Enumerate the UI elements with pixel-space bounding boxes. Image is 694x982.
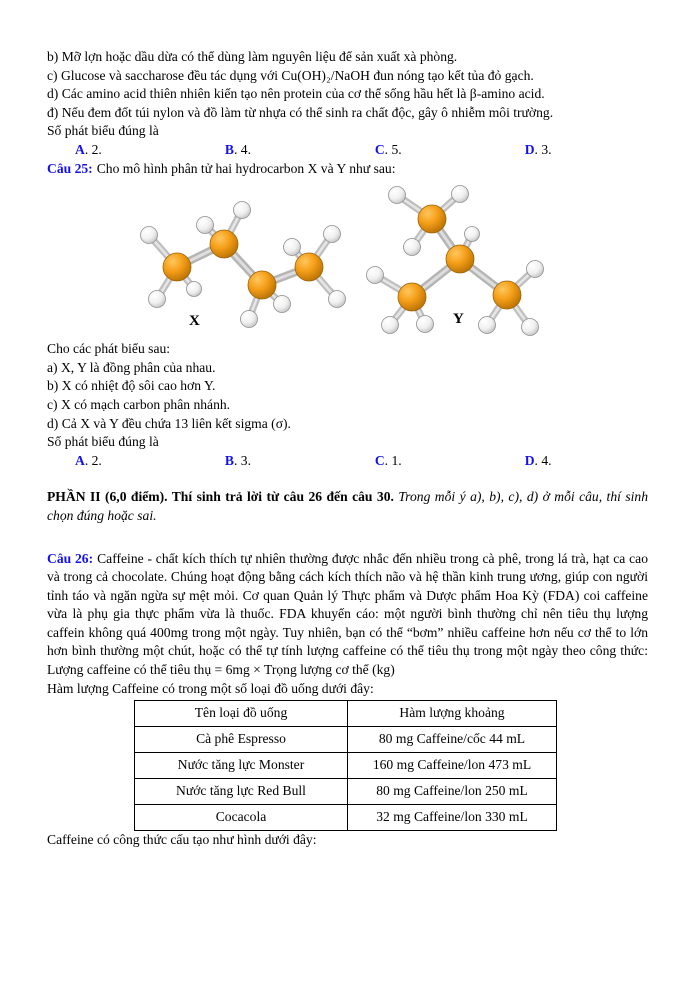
answer-letter: A [75,141,85,157]
answer-option-c [375,452,522,471]
answer-letter: D [524,141,535,157]
answer-value: . 2. [84,452,102,468]
answer-value: . 5. [384,141,402,157]
statement-dd: đ) Nếu đem đốt túi nylon và đồ làm từ nhựa có thể sinh ra chất độc, gây ô nhiễm môi trường. [47,104,554,120]
question-prompt: Số phát biểu đúng là [47,123,159,139]
answer-option-a [75,452,222,471]
cell-drink: Nước tăng lực Monster [135,753,348,779]
table-row [135,727,557,753]
answer-value: . 2. [84,141,102,157]
cell-amount: 160 mg Caffeine/lon 473 mL [348,753,557,779]
answer-letter: A [75,452,85,468]
answer-option-c [375,141,522,160]
statement-a: a) X, Y là đồng phân của nhau. [47,359,216,375]
answer-value: . 3. [233,452,251,468]
part-2-header [47,488,648,525]
answer-value: . 4. [534,452,552,468]
table-intro: Hàm lượng Caffeine có trong một số loại đồ uống dưới đây: [47,680,374,696]
statement-c: c) Glucose và saccharose đều tác dụng với Cu(OH)₂/NaOH đun nóng tạo kết tủa đỏ gạch. [47,67,534,83]
answer-option-d [525,452,552,471]
answer-letter: C [374,452,385,468]
cell-amount: 32 mg Caffeine/lon 330 mL [348,805,557,831]
cell-drink: Cocacola [135,805,348,831]
answer-option-b [225,141,372,160]
answer-letter: B [224,452,234,468]
cell-amount: 80 mg Caffeine/cốc 44 mL [348,727,557,753]
answer-value: . 1. [384,452,402,468]
question-25-block [47,160,648,471]
question-prompt: Số phát biểu đúng là [47,434,159,450]
statement-c: c) X có mạch carbon phân nhánh. [47,396,231,412]
statement-d: d) Cả X và Y đều chứa 13 liên kết sigma (σ). [47,415,291,431]
molecule-x-butane [141,202,346,328]
answer-value: . 3. [534,141,552,157]
question-25-label: Câu 25: [47,160,93,176]
answer-letter: D [524,452,535,468]
table-header-row [135,701,557,727]
table-row [135,779,557,805]
answer-option-d [525,141,552,160]
answer-option-b [225,452,372,471]
question-25-intro: Cho mô hình phân tử hai hydrocarbon X và Y như sau: [96,160,396,176]
cell-drink: Cà phê Espresso [135,727,348,753]
molecule-models-figure [97,180,617,340]
answer-row-q24 [47,141,648,160]
answer-value: . 4. [233,141,251,157]
header-drink-type: Tên loại đồ uống [135,701,348,727]
statement-d: d) Các amino acid thiên nhiên kiến tạo nên protein của cơ thể sống hầu hết là β-amino acid. [47,86,545,102]
question-26-block [47,550,648,850]
answer-letter: B [224,141,234,157]
answer-option-a [75,141,222,160]
answer-row-q25 [47,452,648,471]
question-26-paragraph [47,550,648,680]
question-26-label: Câu 26: [47,550,94,566]
question-24-block [47,48,648,160]
cell-amount: 80 mg Caffeine/lon 250 mL [348,779,557,805]
question-26-body: Caffeine - chất kích thích tự nhiên thường được nhắc đến nhiều trong cà phê, trong lá trà, hạt ca cao và trong cả chocolate. Chúng hoạt động bằng cách kích thích não và hệ thần kinh trung ương, giúp con người tỉnh táo và ngăn ngừa sự mệt mỏi. Cơ quan Quản lý Thực phẩm và Dược phẩm Hoa Kỳ (FDA) coi caffeine vừa là phụ gia thực phẩm vừa là thuốc. FDA khuyến cáo: một người bình thường chỉ nên tiêu thụ lượng caffein không quá 400mg trong một ngày. Tuy nhiên, bạn có thể “bơm” nhiều caffeine hơn nếu cơ thể to lớn hơn bình thường một chút, hoặc có thể tự tính lượng caffeine có thể tiêu thụ trong một ngày theo công thức: Lượng caffeine có thể tiêu thụ = 6mg × Trọng lượng cơ thể (kg) [47,550,649,678]
answer-letter: C [374,141,385,157]
molecule-y-label: Y [453,311,464,328]
cell-drink: Nước tăng lực Red Bull [135,779,348,805]
statement-b: b) X có nhiệt độ sôi cao hơn Y. [47,378,216,394]
statement-b: b) Mỡ lợn hoặc dầu dừa có thể dùng làm nguyên liệu để sản xuất xà phòng. [47,49,458,64]
part-2-instructions: Trong mỗi ý a), b), c), d) ở mỗi câu, thí sinh chọn đúng hoặc sai. [47,489,649,523]
table-row [135,805,557,831]
statements-intro: Cho các phát biểu sau: [47,341,171,357]
structure-figure-caption: Caffeine có công thức cấu tạo như hình dưới đây: [47,832,317,848]
caffeine-content-table [134,700,557,831]
table-row [135,753,557,779]
question-25-intro-line [47,160,648,179]
header-caffeine-amount: Hàm lượng khoảng [348,701,557,727]
part-2-title: PHẦN II (6,0 điểm). Thí sinh trả lời từ câu 26 đến câu 30. [47,489,394,505]
molecule-x-label: X [189,313,200,330]
